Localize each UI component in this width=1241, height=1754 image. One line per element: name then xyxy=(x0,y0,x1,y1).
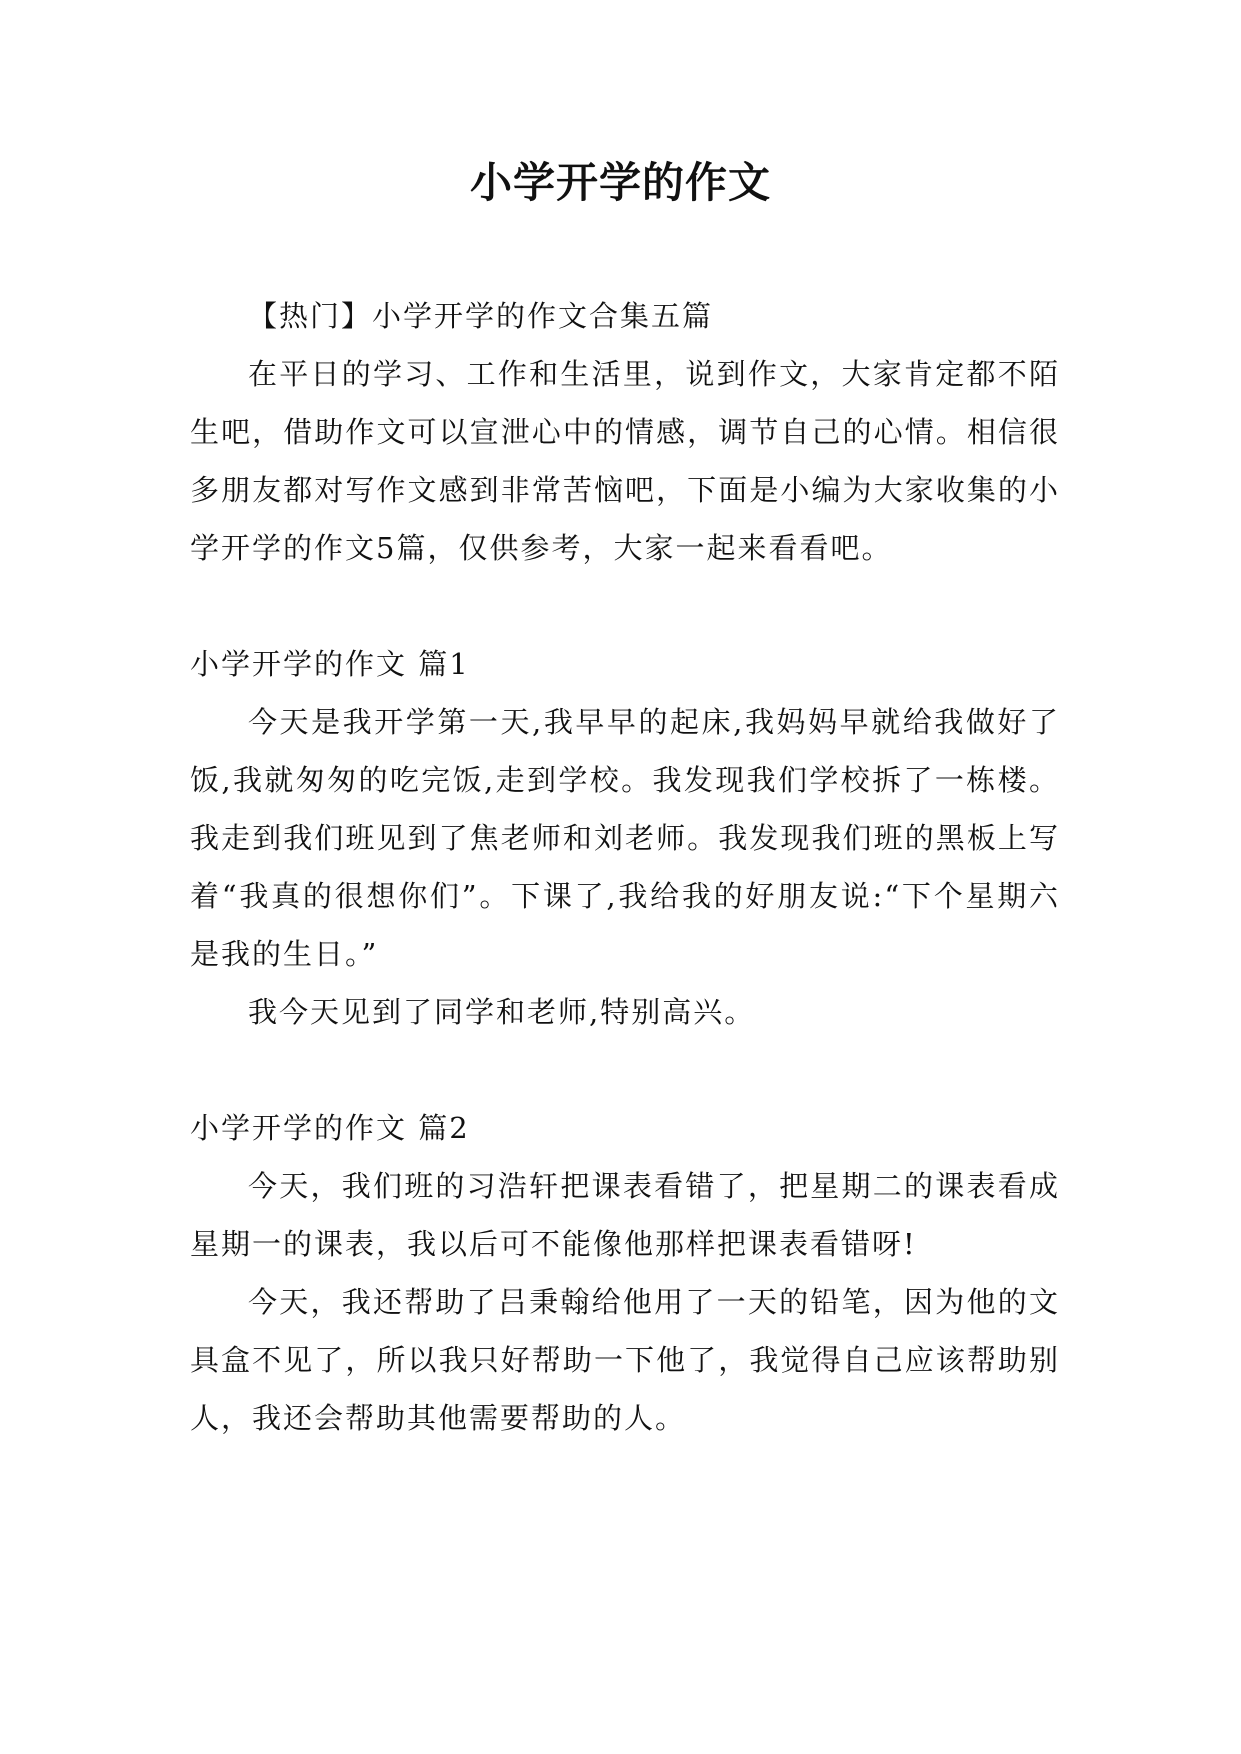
section-gap xyxy=(190,1041,1060,1099)
document-body xyxy=(190,287,1060,1447)
section-heading-2: 小学开学的作文 篇2 xyxy=(190,1111,470,1145)
section-gap xyxy=(190,577,1060,635)
document-title: 小学开学的作文 xyxy=(469,158,771,207)
section-2-paragraph-2: 今天，我还帮助了吕秉翰给他用了一天的铅笔，因为他的文具盒不见了，所以我只好帮助一下他了，我觉得自己应该帮助别人，我还会帮助其他需要帮助的人。 xyxy=(190,1285,1060,1435)
document-subtitle: 【热门】小学开学的作文合集五篇 xyxy=(248,299,714,333)
section-heading-1: 小学开学的作文 篇1 xyxy=(190,647,470,681)
section-1-paragraph-1: 今天是我开学第一天,我早早的起床,我妈妈早就给我做好了饭,我就匆匆的吃完饭,走到学校。我发现我们学校拆了一栋楼。我走到我们班见到了焦老师和刘老师。我发现我们班的黑板上写着“我真的很想你们”。下课了,我给我的好朋友说:“下个星期六是我的生日。” xyxy=(190,705,1060,971)
section-2-paragraph-1: 今天，我们班的习浩轩把课表看错了，把星期二的课表看成星期一的课表，我以后可不能像他那样把课表看错呀! xyxy=(190,1169,1060,1261)
intro-paragraph: 在平日的学习、工作和生活里，说到作文，大家肯定都不陌生吧，借助作文可以宣泄心中的情感，调节自己的心情。相信很多朋友都对写作文感到非常苦恼吧，下面是小编为大家收集的小学开学的作文5篇，仅供参考，大家一起来看看吧。 xyxy=(190,357,1060,565)
section-1-paragraph-2: 我今天见到了同学和老师,特别高兴。 xyxy=(248,995,756,1029)
